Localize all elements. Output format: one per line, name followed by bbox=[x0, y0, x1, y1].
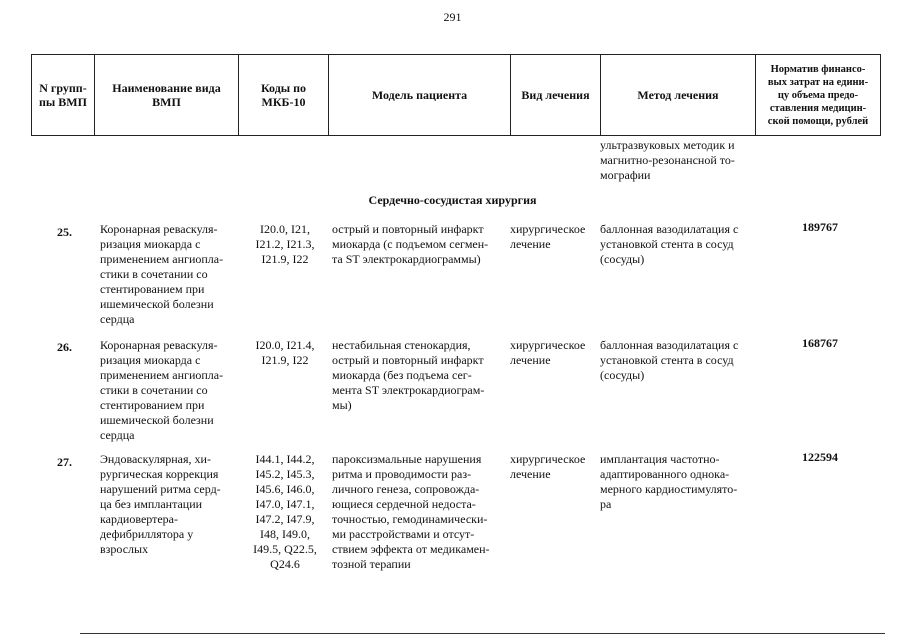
continued-method-text: ультразвуковых методик и магнитно-резонансной то- мографии bbox=[600, 138, 735, 182]
header-treatment-method: Метод лечения bbox=[601, 55, 756, 136]
treatment-type: хирургическое лечение bbox=[510, 338, 586, 367]
header-vmp-name: Наименование вида ВМП bbox=[95, 55, 239, 136]
header-treatment-type: Вид лечения bbox=[511, 55, 601, 136]
icd-codes: I44.1, I44.2, I45.2, I45.3, I45.6, I46.0, I47.0, I47.1, I47.2, I47.9, I48, I49.0, I49.5, Q22.5, Q24.6 bbox=[253, 452, 317, 571]
patient-model: острый и повторный инфаркт миокарда (с подъемом сегмен- та ST электрокардиограммы) bbox=[332, 222, 489, 266]
vmp-name: Коронарная реваскуля- ризация миокарда с применением ангиопла- стики в сочетании со стентированием при ишемической болезни сердца bbox=[100, 222, 224, 326]
header-patient-model: Модель пациента bbox=[329, 55, 511, 136]
row-number: 26. bbox=[57, 340, 72, 354]
treatment-type: хирургическое лечение bbox=[510, 452, 586, 481]
treatment-method: баллонная вазодилатация с установкой стента в сосуд (сосуды) bbox=[600, 222, 739, 266]
header-group-number: N групп- пы ВМП bbox=[32, 55, 95, 136]
treatment-method: имплантация частотно- адаптированного однока- мерного кардиостимулято- ра bbox=[600, 452, 738, 511]
header-cost-standard: Норматив финансо- вых затрат на едини- цу объема предо- ставления медицин- ской помощи, рублей bbox=[756, 55, 881, 136]
row-number: 27. bbox=[57, 455, 72, 469]
section-title: Сердечно-сосудистая хирургия bbox=[368, 193, 537, 207]
page-bottom-rule bbox=[80, 633, 885, 634]
patient-model: нестабильная стенокардия, острый и повторный инфаркт миокарда (без подъема сег- мента ST электрокардиограм- мы) bbox=[332, 338, 485, 412]
icd-codes: I20.0, I21.4, I21.9, I22 bbox=[255, 338, 315, 367]
page-number: 291 bbox=[443, 10, 462, 24]
row-number: 25. bbox=[57, 225, 72, 239]
header-icd-codes: Коды по МКБ-10 bbox=[239, 55, 329, 136]
cost-value: 189767 bbox=[802, 220, 838, 234]
treatment-method: баллонная вазодилатация с установкой стента в сосуд (сосуды) bbox=[600, 338, 739, 382]
cost-value: 122594 bbox=[802, 450, 838, 464]
treatment-type: хирургическое лечение bbox=[510, 222, 586, 251]
patient-model: пароксизмальные нарушения ритма и проводимости раз- личного генеза, сопровожда- ющиеся сердечной недоста- точностью, гемодинамически- ми расстройствами и отсут- ствием эффекта от медикамен- тозной терапии bbox=[332, 452, 490, 571]
vmp-name: Эндоваскулярная, хи- рургическая коррекция нарушений ритма серд- ца без имплантации кардиовертера- дефибриллятора у взрослых bbox=[100, 452, 221, 556]
icd-codes: I20.0, I21, I21.2, I21.3, I21.9, I22 bbox=[255, 222, 315, 266]
vmp-name: Коронарная реваскуля- ризация миокарда с применением ангиопла- стики в сочетании со стентированием при ишемической болезни сердца bbox=[100, 338, 224, 442]
cost-value: 168767 bbox=[802, 336, 838, 350]
